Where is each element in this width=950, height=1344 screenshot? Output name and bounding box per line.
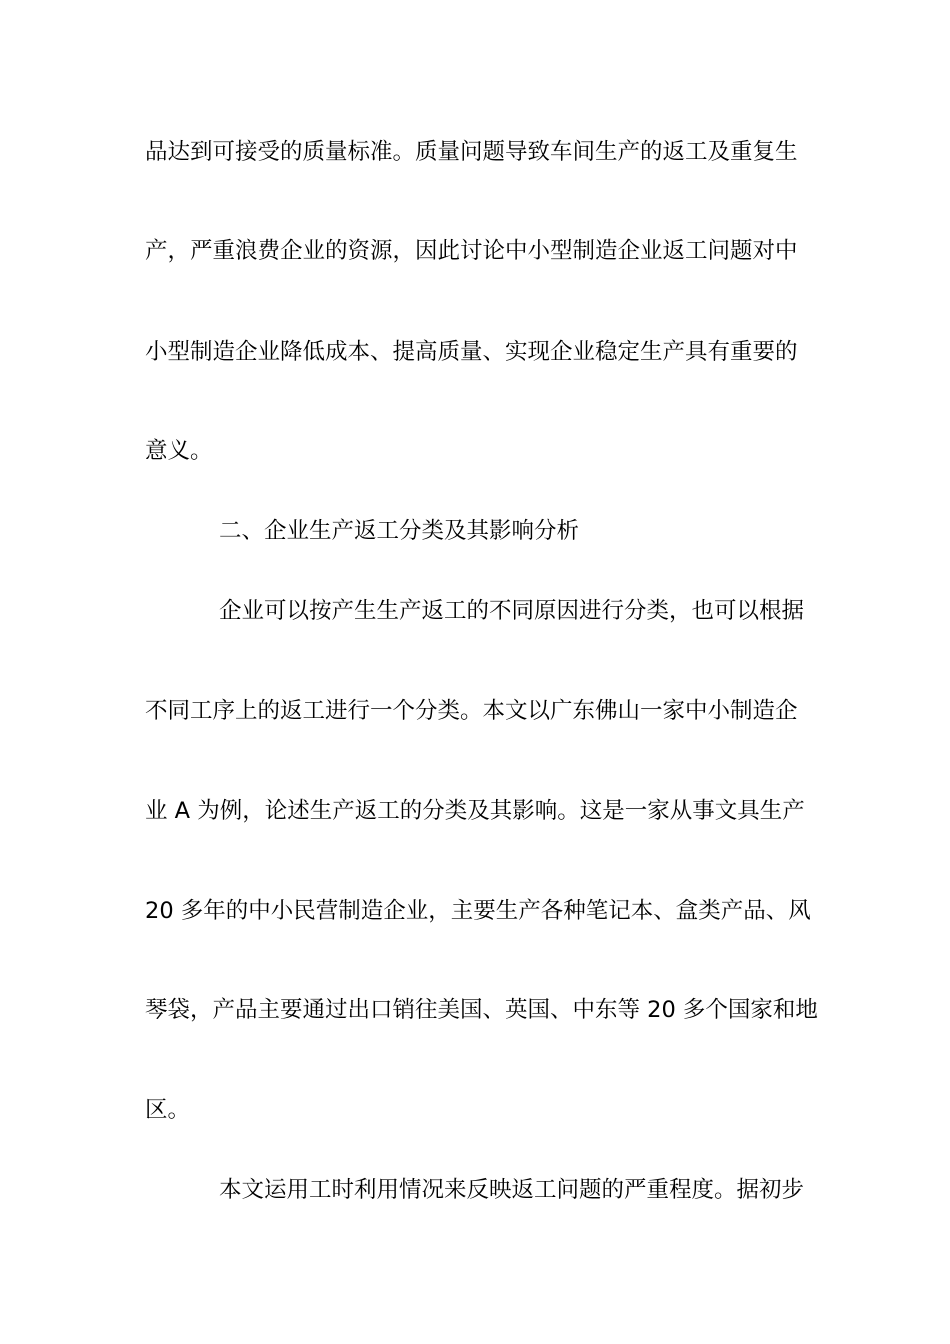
paragraph-line: 区。: [145, 1097, 191, 1123]
paragraph-line: 品达到可接受的质量标准。质量问题导致车间生产的返工及重复生: [145, 139, 798, 165]
paragraph-line: 小型制造企业降低成本、提高质量、实现企业稳定生产具有重要的: [145, 339, 798, 365]
paragraph-line: 不同工序上的返工进行一个分类。本文以广东佛山一家中小制造企: [145, 698, 798, 724]
paragraph-line: 20 多年的中小民营制造企业，主要生产各种笔记本、盒类产品、风: [145, 898, 811, 924]
paragraph-line: 意义。: [145, 438, 213, 464]
paragraph-line: 产，严重浪费企业的资源，因此讨论中小型制造企业返工问题对中: [145, 238, 798, 264]
paragraph-line: 本文运用工时利用情况来反映返工问题的严重程度。据初步: [219, 1177, 805, 1203]
section-heading: 二、企业生产返工分类及其影响分析: [219, 518, 580, 544]
paragraph-line: 琴袋，产品主要通过出口销往美国、英国、中东等 20 多个国家和地: [145, 997, 818, 1023]
paragraph-line: 业 A 为例，论述生产返工的分类及其影响。这是一家从事文具生产: [145, 798, 805, 824]
paragraph-line: 企业可以按产生生产返工的不同原因进行分类，也可以根据: [219, 598, 805, 624]
